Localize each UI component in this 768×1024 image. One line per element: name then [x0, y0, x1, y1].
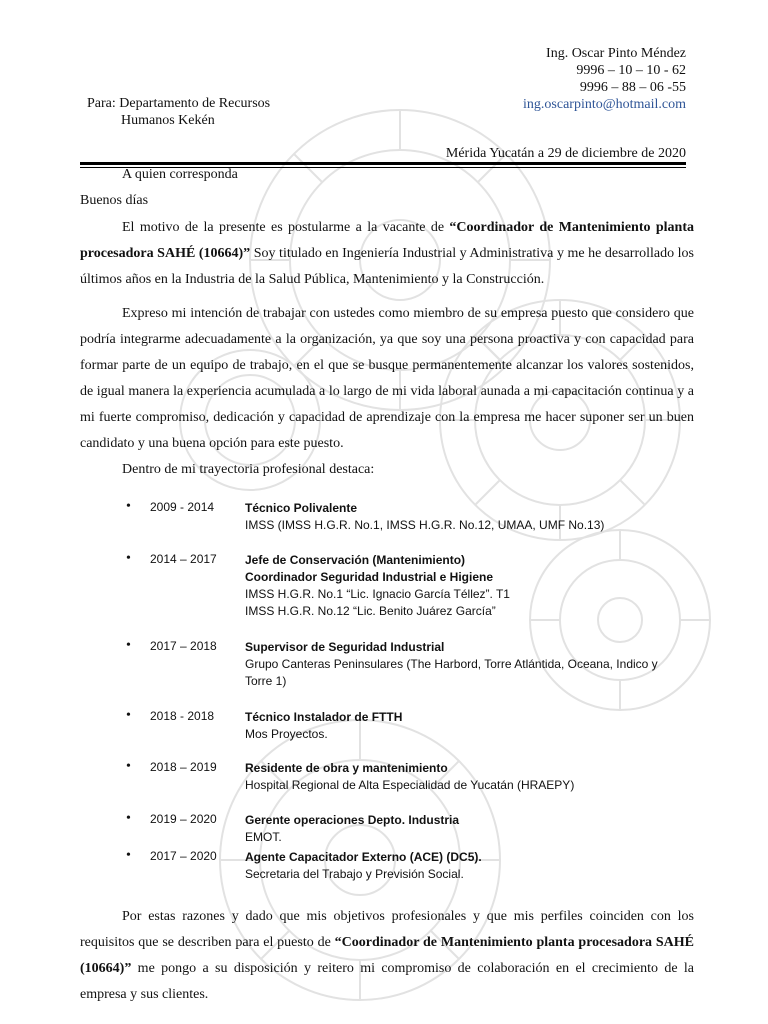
position-name: “Coordinador de Mantenimiento planta procesadora SAHÉ (10664)”	[80, 220, 694, 261]
career-years: 2014 – 2017	[150, 552, 217, 566]
career-title: Residente de obra y mantenimiento	[245, 761, 448, 775]
career-detail: Secretaria del Trabajo y Previsión Social.	[245, 867, 464, 881]
sender-block	[523, 45, 686, 113]
career-detail: Mos Proyectos.	[245, 727, 328, 741]
salutation: A quien corresponda	[122, 167, 238, 182]
bullet-icon: •	[126, 499, 131, 514]
position-name: “Coordinador de Mantenimiento planta procesadora SAHÉ (10664)”	[80, 935, 695, 976]
career-years: 2017 – 2020	[150, 849, 217, 863]
career-detail: Grupo Canteras Peninsulares (The Harbord, Torre Atlántida, Oceana, Indico y Torre 1)	[245, 657, 658, 688]
career-detail: Hospital Regional de Alta Especialidad de Yucatán (HRAEPY)	[245, 778, 575, 792]
career-title: Agente Capacitador Externo (ACE) (DC5).	[245, 850, 482, 864]
bullet-icon: •	[126, 848, 131, 863]
career-intro: Dentro de mi trayectoria profesional destaca:	[122, 462, 375, 477]
header-divider-thick	[80, 162, 686, 165]
career-years: 2009 - 2014	[150, 500, 215, 514]
career-title: Jefe de Conservación (Mantenimiento)	[245, 553, 466, 567]
career-years: 2019 – 2020	[150, 812, 217, 826]
career-years: 2017 – 2018	[150, 639, 217, 653]
greeting: Buenos días	[80, 193, 149, 208]
bullet-icon: •	[126, 708, 131, 723]
paragraph-closing: Por estas razones y dado que mis objetivos profesionales y que mis perfiles coinciden con los requisitos que se describen para el puesto de “Coordinador de Mantenimiento planta procesadora SAHÉ (10664)” me pongo a su disposición y reitero mi compromiso de colaboración en el crecimiento de la empresa y sus clientes.	[80, 909, 695, 1002]
bullet-icon: •	[126, 551, 131, 566]
career-title: Técnico Polivalente	[245, 501, 358, 515]
career-detail: IMSS H.G.R. No.12 “Lic. Benito Juárez García”	[245, 604, 496, 618]
bullet-icon: •	[126, 638, 131, 653]
letter-date: Mérida Yucatán a 29 de diciembre de 2020	[445, 146, 686, 161]
sender-phone-1: 9996 – 10 – 10 - 62	[576, 63, 686, 78]
recipient-line-1: Para: Departamento de Recursos	[87, 96, 271, 111]
bullet-icon: •	[126, 811, 131, 826]
recipient-block	[87, 95, 270, 129]
career-detail: IMSS (IMSS H.G.R. No.1, IMSS H.G.R. No.12, UMAA, UMF No.13)	[245, 518, 605, 532]
career-title: Supervisor de Seguridad Industrial	[245, 640, 445, 654]
career-years: 2018 - 2018	[150, 709, 215, 723]
career-title: Gerente operaciones Depto. Industria	[245, 813, 460, 827]
bullet-icon: •	[126, 759, 131, 774]
paragraph-motive: El motivo de la presente es postularme a la vacante de “Coordinador de Mantenimiento planta procesadora SAHÉ (10664)” Soy titulado en Ingeniería Industrial y Administrativa y me he desarrollado los últimos años en la Industria de la Salud Pública, Mantenimiento y la Construcción.	[80, 220, 694, 287]
sender-email-link[interactable]: ing.oscarpinto@hotmail.com	[523, 97, 686, 112]
sender-phone-2: 9996 – 88 – 06 -55	[579, 80, 686, 95]
career-detail: IMSS H.G.R. No.1 “Lic. Ignacio García Téllez”. T1	[245, 587, 510, 601]
paragraph-intention: Expreso mi intención de trabajar con ustedes como miembro de su empresa puesto que considero que podría integrarme adecuadamente a la organización, ya que soy una persona proactiva y con capacidad para formar parte de un equipo de trabajo, en el que se busque permanentemente alcanzar los valores sostenidos, de igual manera la experiencia acumulada a lo largo de mi vida laboral aunada a mi capacitación continua y a mi fuerte compromiso, dedicación y capacidad de aprendizaje con la empresa me hacer suponer ser un buen candidato y una buena opción para este puesto.	[80, 306, 694, 451]
career-detail: EMOT.	[245, 830, 282, 844]
sender-name: Ing. Oscar Pinto Méndez	[546, 46, 686, 61]
career-title: Técnico Instalador de FTTH	[245, 710, 403, 724]
career-detail: Coordinador Seguridad Industrial e Higiene	[245, 570, 494, 584]
career-years: 2018 – 2019	[150, 760, 217, 774]
recipient-line-2: Humanos Kekén	[121, 113, 215, 128]
